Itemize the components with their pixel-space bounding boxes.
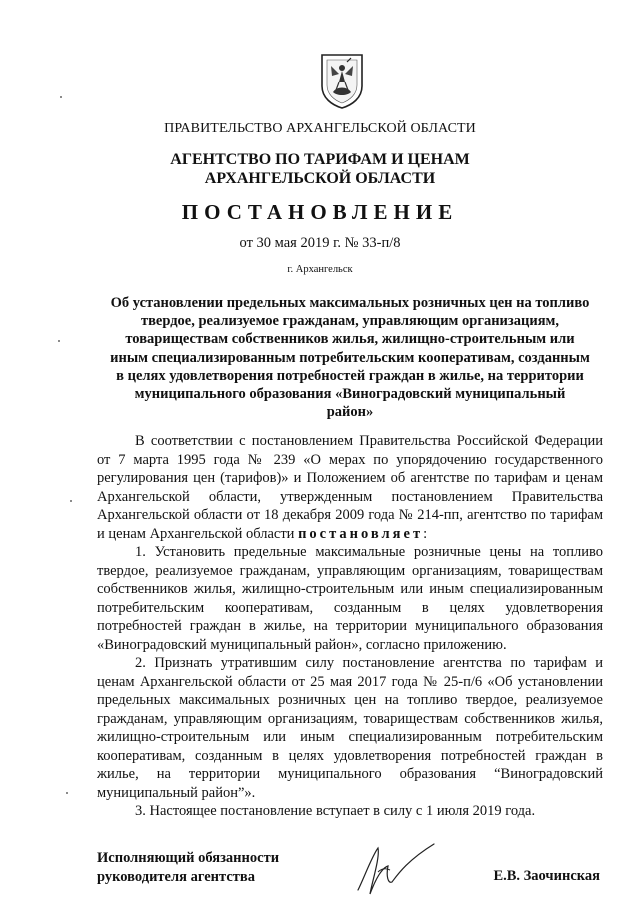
agency-line-2: АРХАНГЕЛЬСКОЙ ОБЛАСТИ [204,170,436,187]
signatory-name: Е.В. Заочинская [493,868,600,884]
item-3-paragraph: 3. Настоящее постановление вступает в силу с 1 июля 2019 года. [135,803,536,819]
government-name: ПРАВИТЕЛЬСТВО АРХАНГЕЛЬСКОЙ ОБЛАСТИ [164,121,476,136]
preamble-paragraph [97,432,603,543]
scan-speck [58,340,60,342]
position-line-2: руководителя агентства [97,869,255,885]
agency-line-1: АГЕНТСТВО ПО ТАРИФАМ И ЦЕНАМ [170,151,470,168]
signatory-position [97,849,279,887]
document-body [97,432,603,821]
preamble-text: В соответствии с постановлением Правительства Российской Федерации от 7 марта 1995 года № 239 «О мерах по упорядочению государственного регулирования цен (тарифов)» и Положением об агентстве по тарифам и ценам Архангельской области, утвержденным постановлением Правительства Архангельской области от 18 декабря 2009 года № 214-пп, агентство по тарифам и ценам Архангельской области [97,433,603,542]
handwritten-signature-icon [348,838,438,898]
item-1-paragraph: 1. Установить предельные максимальные розничные цены на топливо твердое, реализуемое гражданам, управляющим организациям, товариществам собственников жилья, жилищно-строительным или иным специализированным потребительским кооперативам, созданным в целях удовлетворения потребностей граждан в жилье, на территории муниципального образования «Виноградовский муниципальный район», согласно приложению. [97,544,603,653]
item-2-paragraph: 2. Признать утратившим силу постановление агентства по тарифам и ценам Архангельской области от 25 мая 2017 года № 25-п/6 «Об установлении предельных максимальных розничных цен на топливо твердое, реализуемое гражданам, управляющим организациям, товариществам собственников жилья, жилищно-строительным или иным специализированным потребительским кооперативам, созданным в целях удовлетворения потребностей граждан в жилье, на территории муниципального образования “Виноградовский муниципальный район”». [97,655,603,801]
document-date-number: от 30 мая 2019 г. № 33-п/8 [239,235,401,251]
coat-of-arms-icon [319,52,365,110]
resolves-word: постановляет [298,525,424,542]
document-type: ПОСТАНОВЛЕНИЕ [181,200,459,224]
position-line-1: Исполняющий обязанности [97,850,280,866]
resolves-colon: : [423,525,428,542]
scan-speck [66,792,68,794]
agency-name [0,150,640,188]
document-city: г. Архангельск [287,264,353,275]
scan-speck [70,500,72,502]
document-subject: Об установлении предельных максимальных розничных цен на топливо твердое, реализуемое гражданам, управляющим организациям, товариществам собственников жилья, жилищно-строительным или иным специализированным потребительским кооперативам, созданным в целях удовлетворения потребностей граждан в жилье, на территории муниципального образования «Виноградовский муниципальный район» [110,295,590,421]
scan-speck [60,96,62,98]
